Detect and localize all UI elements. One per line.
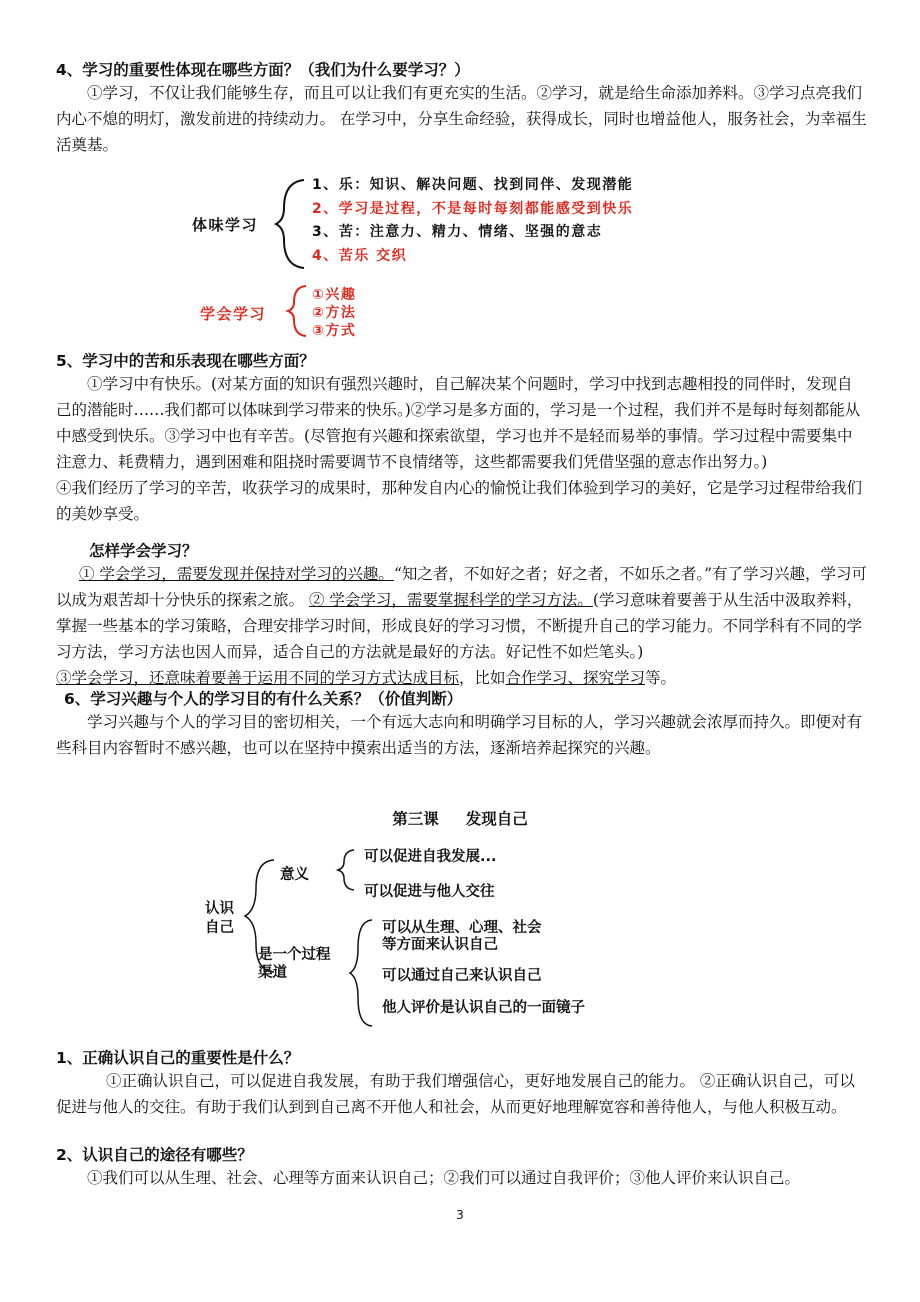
q6-body: 学习兴趣与个人的学习目的密切相关，一个有远大志向和明确学习目标的人，学习兴趣就会浓厚而持久。即便对有些科目内容暂时不感兴趣，也可以在坚持中摸索出适当的方法，逐渐培养起探究的兴趣。 bbox=[56, 713, 863, 757]
q5-heading: 5、学习中的苦和乐表现在哪些方面？ bbox=[56, 352, 315, 370]
how-point-3-examples: 合作学习、探究学习 bbox=[505, 669, 646, 687]
diagram-xuehui-label: 学会学习 bbox=[200, 305, 267, 323]
how-point-2: ② 学会学习，需要掌握科学的学习方法。 bbox=[308, 591, 593, 609]
diagram-renshi-meaning-brace bbox=[336, 848, 360, 892]
diagram-tiwei-label: 体味学习 bbox=[192, 216, 259, 234]
diagram-renshi-meaning-item-2: 可以促进与他人交往 bbox=[364, 884, 495, 900]
q6-heading: 6、学习兴趣与个人的学习目的有什么关系？（价值判断） bbox=[64, 690, 463, 708]
l3q1-heading: 1、正确认识自己的重要性是什么？ bbox=[56, 1049, 300, 1067]
q4-body: ①学习，不仅让我们能够生存，而且可以让我们有更充实的生活。②学习，就是给生命添加养料。③学习点亮我们内心不熄的明灯，激发前进的持续动力。 在学习中，分享生命经验，获得成长，同时也增益他人，服务社会，为幸福生活奠基。 bbox=[56, 84, 867, 154]
diagram-xuehui-item-3: ③方式 bbox=[312, 323, 357, 339]
diagram-renshi-branch-meaning: 意义 bbox=[280, 867, 309, 883]
q5-body-2: ④我们经历了学习的辛苦，收获学习的成果时，那种发自内心的愉悦让我们体验到学习的美好，它是学习过程带给我们的美妙享受。 bbox=[56, 479, 863, 523]
page-number: 3 bbox=[456, 1208, 464, 1222]
diagram-renshi-channel-item-1: 可以从生理、心理、社会 等方面来认识自己 bbox=[382, 920, 542, 953]
diagram-tiwei-item-3: 3、苦：注意力、精力、情绪、坚强的意志 bbox=[312, 224, 603, 240]
diagram-xuehui-item-2: ②方法 bbox=[312, 305, 357, 321]
diagram-renshi-channel-brace bbox=[348, 918, 378, 1028]
how-point-3: ③学会学习，还意味着要善于运用不同的学习方式达成目标 bbox=[56, 669, 460, 687]
diagram-renshi-channel-item-3: 他人评价是认识自己的一面镜子 bbox=[382, 1000, 585, 1016]
q4-heading: 4、学习的重要性体现在哪些方面？（我们为什么要学习？） bbox=[56, 61, 470, 79]
diagram-renshi-branch-channel: 是一个过程 渠道 bbox=[258, 947, 331, 981]
lesson3-title: 第三课 发现自己 bbox=[392, 810, 528, 828]
l3q2-heading: 2、认识自己的途径有哪些？ bbox=[56, 1146, 253, 1164]
how-paragraph-1: ① 学会学习，需要发现并保持对学习的兴趣。“知之者，不如好之者；好之者，不如乐之者。”有了学习兴趣，学习可以成为艰苦却十分快乐的探索之旅。 ② 学会学习，需要掌握科学的学习方法。(学习意味着要善于从生活中汲取养料，掌握一些基本的学习策略，合理安排学习时间，形成良好的学习习惯，不断提升自己的学习能力。不同学科有不同的学习方法，学习方法也因人而异，适合自己的方法就是最好的方法。好记性不如烂笔头。) bbox=[56, 565, 868, 661]
l3q1-body: ①正确认识自己，可以促进自我发展，有助于我们增强信心，更好地发展自己的能力。 ②正确认识自己，可以促进与他人的交往。有助于我们认到到自己离不开他人和社会，从而更好地理解宽容和善待他人，与他人积极互动。 bbox=[56, 1072, 855, 1116]
diagram-tiwei-item-2: 2、学习是过程，不是每时每刻都能感受到快乐 bbox=[312, 201, 634, 217]
how-heading: 怎样学会学习？ bbox=[89, 542, 198, 560]
l3q2-body: ①我们可以从生理、社会、心理等方面来认识自己；②我们可以通过自我评价；③他人评价来认识自己。 bbox=[87, 1169, 801, 1187]
how-point-1: ① 学会学习，需要发现并保持对学习的兴趣。 bbox=[79, 565, 394, 583]
diagram-xuehui-item-1: ①兴趣 bbox=[312, 287, 357, 303]
diagram-xuehui-brace bbox=[286, 284, 310, 338]
diagram-renshi-root: 认识 自己 bbox=[205, 901, 234, 936]
diagram-renshi-meaning-item-1: 可以促进自我发展... bbox=[364, 849, 497, 865]
how-paragraph-2: ③学会学习，还意味着要善于运用不同的学习方式达成目标，比如合作学习、探究学习等。 bbox=[56, 669, 677, 687]
q5-body-1: ①学习中有快乐。(对某方面的知识有强烈兴趣时，自己解决某个问题时，学习中找到志趣相投的同伴时，发现自己的潜能时……我们都可以体味到学习带来的快乐。)②学习是多方面的，学习是一个过程，我们并不是每时每刻都能从中感受到快乐。③学习中也有辛苦。(尽管抱有兴趣和探索欲望，学习也并不是轻而易举的事情。学习过程中需要集中注意力、耗费精力，遇到困难和阻挠时需要调节不良情绪等，这些都需要我们凭借坚强的意志作出努力。) bbox=[56, 375, 861, 471]
diagram-tiwei-item-4: 4、苦乐 交织 bbox=[312, 248, 408, 264]
diagram-tiwei-item-1: 1、乐：知识、解决问题、找到同伴、发现潜能 bbox=[312, 177, 634, 193]
diagram-renshi-channel-item-2: 可以通过自己来认识自己 bbox=[382, 968, 542, 984]
diagram-tiwei-brace bbox=[274, 178, 314, 270]
